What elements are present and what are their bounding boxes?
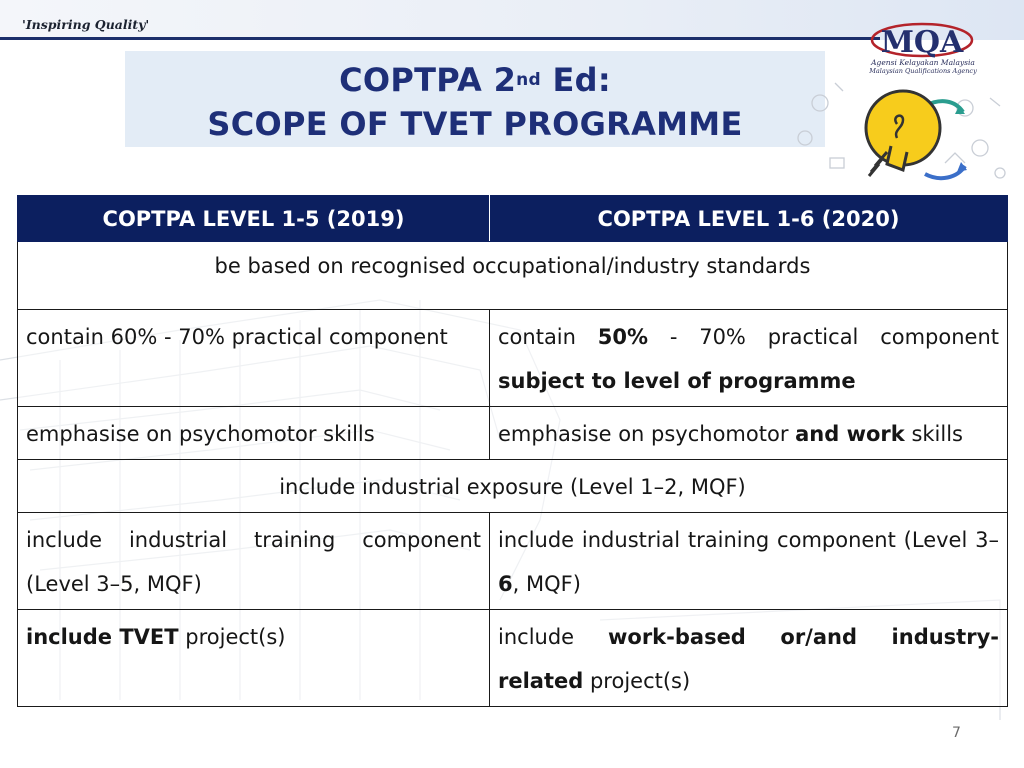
text-bold-segment: 50%: [597, 325, 649, 349]
text-bold-segment: 6: [498, 572, 513, 596]
text-segment: project(s): [583, 669, 691, 693]
text-segment: project(s): [178, 625, 286, 649]
header-divider: [0, 37, 880, 40]
title-box: [125, 51, 825, 147]
cell-practical-2020: [490, 310, 1008, 407]
text-segment: include: [498, 625, 608, 649]
page-title-line1: [125, 61, 825, 99]
table-row-standards: [18, 242, 1008, 310]
text-bold-segment: and work: [795, 422, 905, 446]
logo-subtitle-english: Malaysian Qualifications Agency: [869, 67, 977, 75]
cell-training-2020: [490, 513, 1008, 610]
header-level-1-6: COPTPA LEVEL 1-6 (2020): [490, 196, 1008, 242]
cell-skills-2020: [490, 407, 1008, 460]
header-level-1-5: COPTPA LEVEL 1-5 (2019): [18, 196, 490, 242]
text-segment: , MQF): [512, 572, 581, 596]
text-bold-segment: subject to level of programme: [498, 369, 856, 393]
text-bold-segment: work-based or/and industry-related: [498, 625, 999, 693]
table-row-practical: [18, 310, 1008, 407]
text-bold-segment: include TVET: [26, 625, 179, 649]
cell-training-2019: include industrial training component (Level 3–5, MQF): [18, 513, 490, 610]
page-title-line2: SCOPE OF TVET PROGRAMME: [207, 105, 743, 143]
title-superscript: nd: [516, 70, 542, 90]
page-number: 7: [952, 725, 961, 741]
tagline: 'Inspiring Quality': [22, 17, 150, 32]
lightbulb-icon: [775, 78, 1015, 190]
table-row-project: [18, 610, 1008, 707]
table-row-skills: [18, 407, 1008, 460]
text-segment: contain: [498, 325, 598, 349]
text-segment: include industrial training component (Level 3–: [498, 528, 999, 552]
logo-subtitle-malay: Agensi Kelayakan Malaysia: [871, 58, 975, 67]
text-segment: emphasise on psychomotor: [498, 422, 796, 446]
logo-letters: MQA: [880, 25, 964, 60]
table-row-training: [18, 513, 1008, 610]
cell-exposure: include industrial exposure (Level 1–2, MQF): [18, 460, 1008, 513]
table-header-row: [18, 196, 1008, 242]
text-segment: - 70% practical component: [648, 325, 999, 349]
cell-project-2020: [490, 610, 1008, 707]
title-end: Ed:: [541, 61, 611, 99]
cell-practical-2019: contain 60% - 70% practical component: [18, 310, 490, 407]
scope-comparison-table: [17, 195, 1008, 707]
table-row-exposure: [18, 460, 1008, 513]
text-segment: skills: [904, 422, 963, 446]
cell-project-2019: [18, 610, 490, 707]
title-main: COPTPA 2: [339, 61, 517, 99]
cell-standards: be based on recognised occupational/industry standards: [18, 242, 1008, 310]
cell-skills-2019: emphasise on psychomotor skills: [18, 407, 490, 460]
